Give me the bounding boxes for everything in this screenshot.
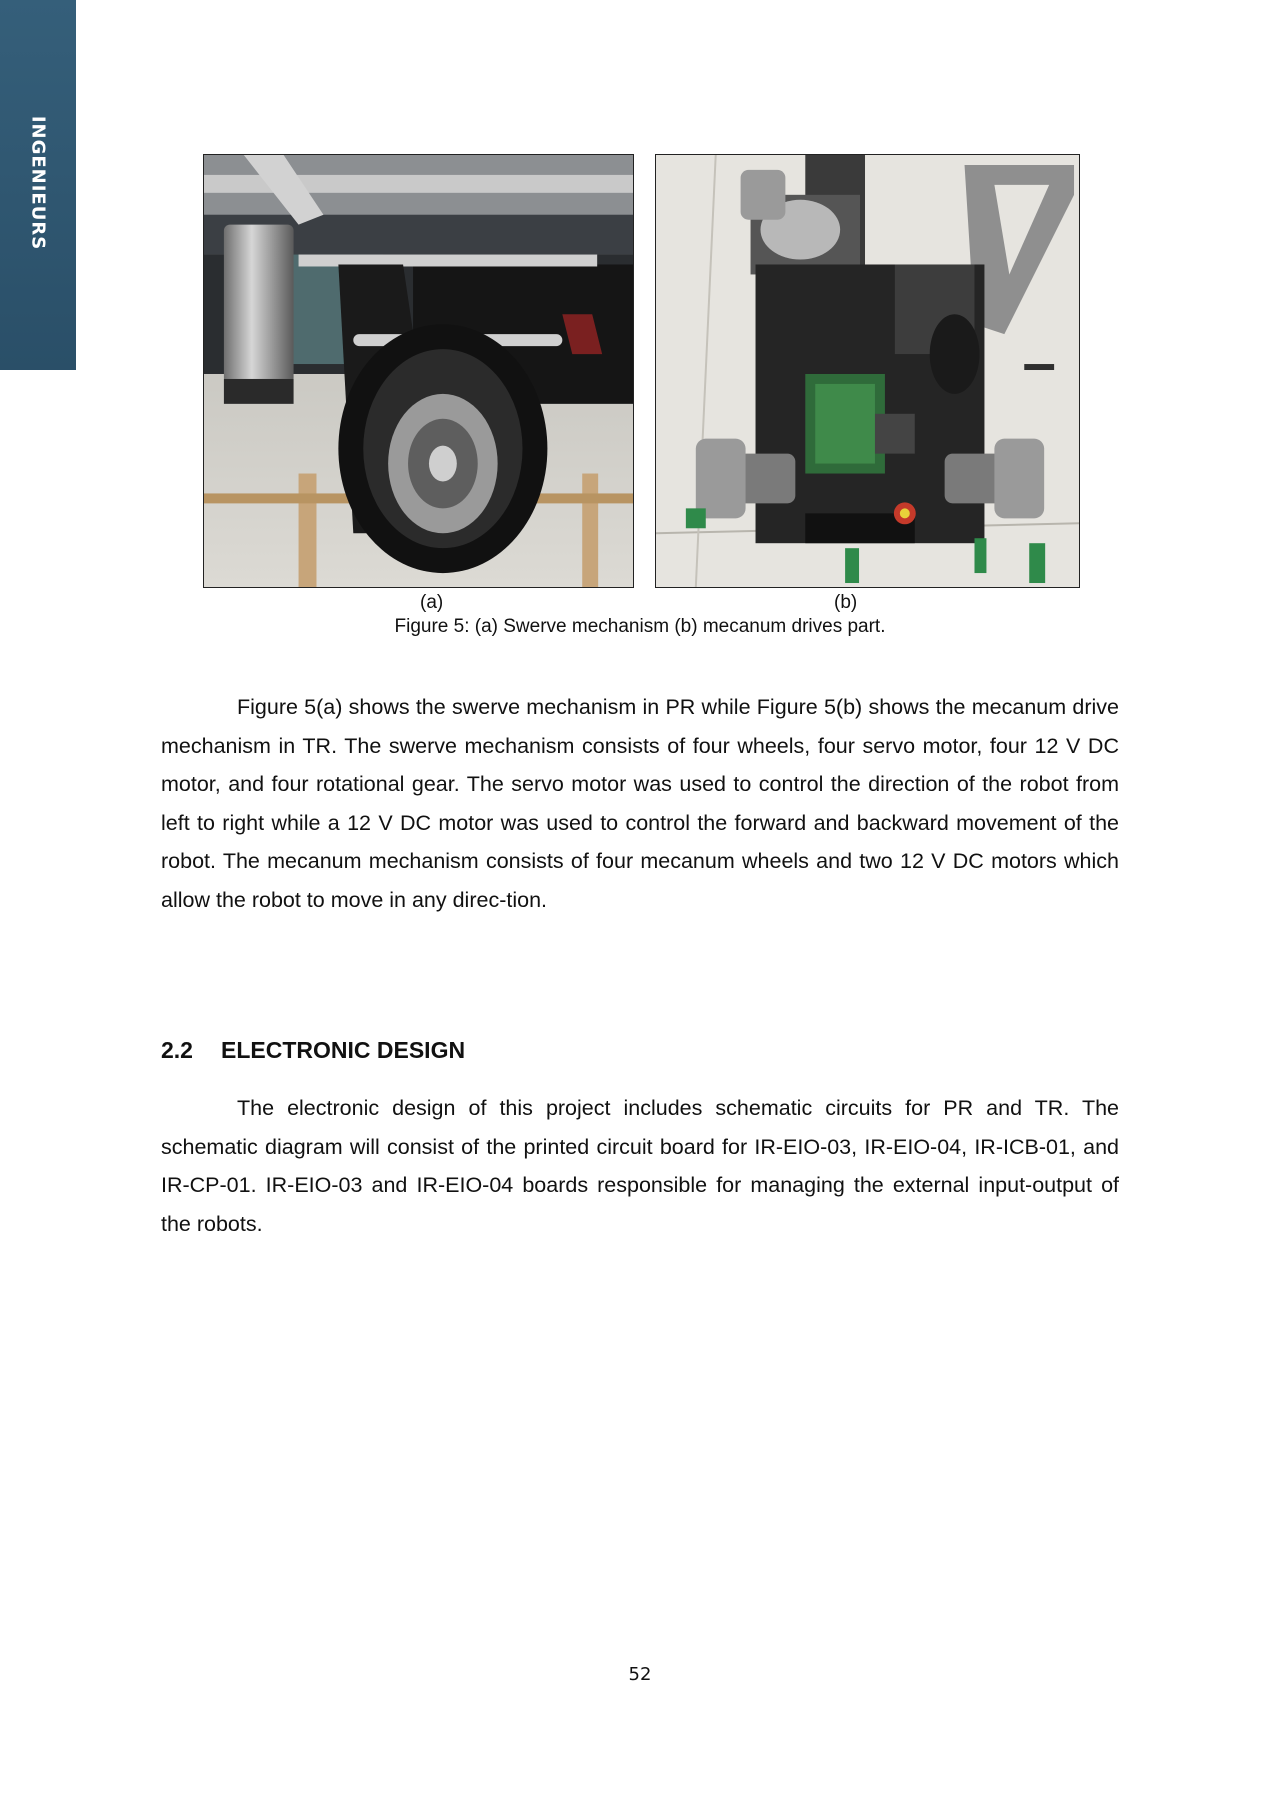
figure-caption: Figure 5: (a) Swerve mechanism (b) mecanum drives part. bbox=[394, 616, 886, 637]
paragraph-text: The electronic design of this project includes schematic circuits for PR and TR. The schematic diagram will consist of the printed circuit board for IR-EIO-03, IR-EIO-04, IR-ICB-01, and IR-CP-01. IR-EIO-03 and IR-EIO-04 boards responsible for managing the external input-output of the robots. bbox=[161, 1096, 1119, 1236]
journal-side-tab bbox=[0, 0, 76, 370]
swerve-mechanism-photo bbox=[203, 154, 634, 588]
paragraph-text: Figure 5(a) shows the swerve mechanism in PR while Figure 5(b) shows the mecanum drive mechanism in TR. The swerve mechanism consists of four wheels, four servo motor, four 12 V DC motor, and four rotational gear. The servo motor was used to control the direction of the robot from left to right while a 12 V DC motor was used to control the forward and backward movement of the robot. The mecanum mechanism consists of four mecanum wheels and two 12 V DC motors which allow the robot to move in any direc-tion. bbox=[161, 695, 1119, 912]
section-number: 2.2 bbox=[161, 1037, 193, 1063]
page-number: 52 bbox=[628, 1664, 652, 1685]
mecanum-drive-photo bbox=[655, 154, 1080, 588]
section-heading bbox=[161, 1037, 465, 1064]
journal-name: INGENIEURS bbox=[27, 115, 49, 251]
figure-sublabel-b: (b) bbox=[834, 592, 858, 613]
section-title: ELECTRONIC DESIGN bbox=[221, 1037, 466, 1063]
figure-sublabel-a: (a) bbox=[420, 592, 444, 613]
body-paragraph bbox=[161, 688, 1119, 919]
body-paragraph bbox=[161, 1089, 1119, 1243]
